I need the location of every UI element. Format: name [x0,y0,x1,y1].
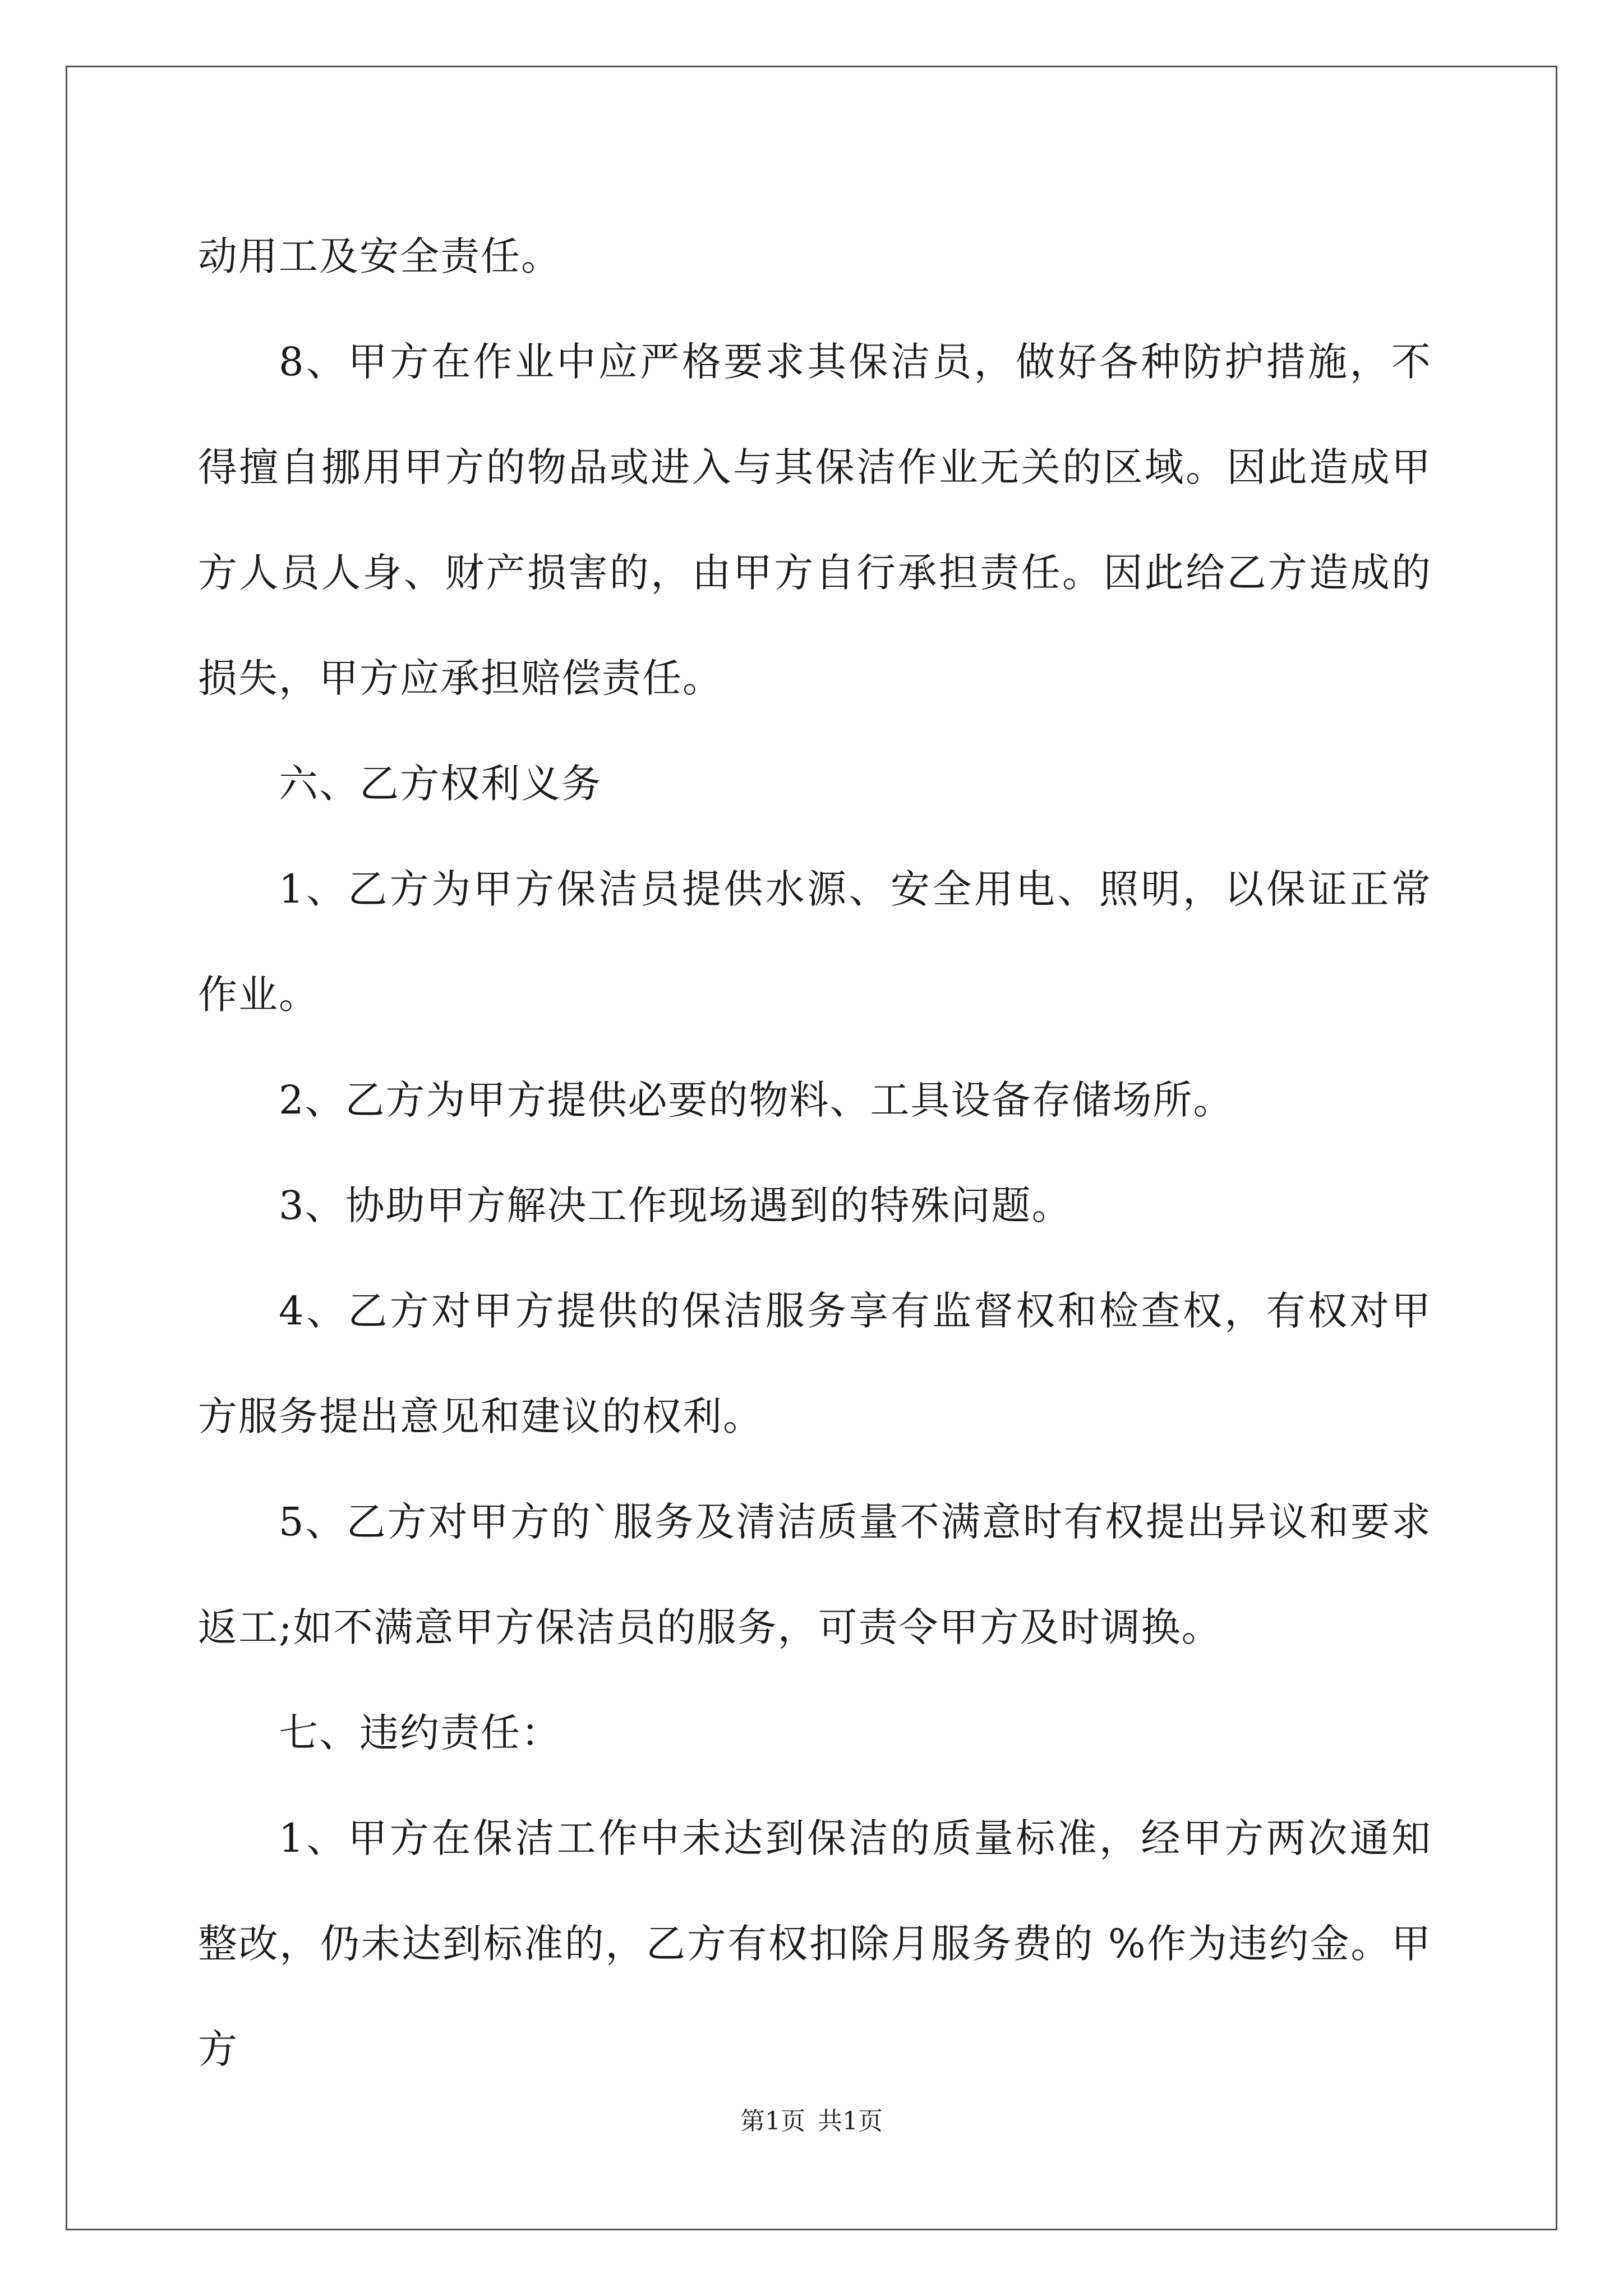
paragraph-4: 1、乙方为甲方保洁员提供水源、安全用电、照明，以保证正常作业。 [198,866,1432,1018]
section-heading-7: 七、违约责任： [279,1710,561,1756]
paragraph-8: 5、乙方对甲方的`服务及清洁质量不满意时有权提出异议和要求返工;如不满意甲方保洁员的服务，可责令甲方及时调换。 [198,1499,1432,1650]
document-body [198,204,1432,2102]
paragraph-10: 1、甲方在保洁工作中未达到保洁的质量标准，经甲方两次通知整改，仍未达到标准的，乙方有权扣除月服务费的 %作为违约金。甲方 [198,1815,1432,2072]
section-heading-6: 六、乙方权利义务 [279,761,602,807]
paragraph-5: 2、乙方为甲方提供必要的物料、工具设备存储场所。 [279,1077,1234,1123]
page-number-footer: 第1页 共1页 [740,2107,883,2136]
paragraph-6: 3、协助甲方解决工作现场遇到的特殊问题。 [279,1182,1072,1228]
paragraph-1: 动用工及安全责任。 [198,233,561,279]
paragraph-7: 4、乙方对甲方提供的保洁服务享有监督权和检查权，有权对甲方服务提出意见和建议的权利。 [198,1288,1432,1439]
paragraph-2: 8、甲方在作业中应严格要求其保洁员，做好各种防护措施，不得擅自挪用甲方的物品或进入与其保洁作业无关的区域。因此造成甲方人员人身、财产损害的，由甲方自行承担责任。因此给乙方造成的损失，甲方应承担赔偿责任。 [198,339,1432,701]
